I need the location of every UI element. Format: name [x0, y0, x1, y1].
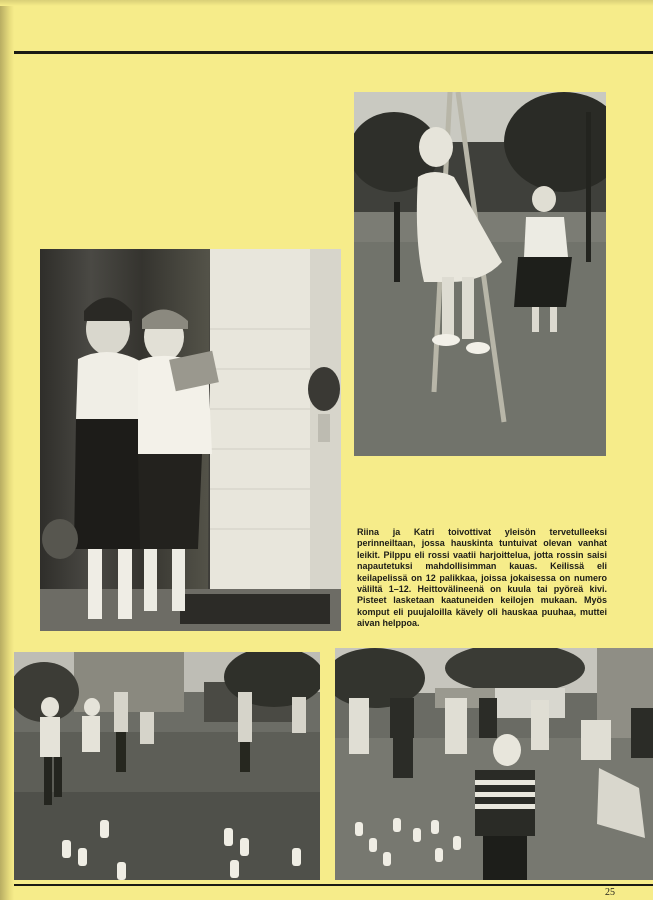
photo-two-girls-reading [40, 249, 341, 631]
top-rule [14, 51, 653, 54]
bottom-rule [14, 884, 653, 886]
photo-spectators-and-children [335, 648, 653, 880]
page-binding-edge [0, 0, 14, 900]
photo-girl-on-stilts [354, 92, 606, 456]
page-number: 25 [605, 887, 615, 898]
photo-children-playing-keili [14, 652, 320, 880]
page-top-edge [0, 0, 653, 6]
photo-caption: Riina ja Katri toivottivat yleisön tervetulleeksi perinneiltaan, jossa hauskinta tuntuivat olevan vanhat leikit. Pilppu eli rossi vaatii harjoittelua, jotta rossin saisi napautetuksi mahdollisimman kauas. Keilissä eli keilapelissä on 12 palikkaa, joissa jokaisessa on numero väliltä 1–12. Heittovälineenä on kuula tai pyöreä kivi. Pisteet lasketaan kaatuneiden keilojen mukaan. Myös komput eli puujaloilla kävely oli hauskaa puuhaa, muttei aivan helppoa. [357, 527, 607, 629]
